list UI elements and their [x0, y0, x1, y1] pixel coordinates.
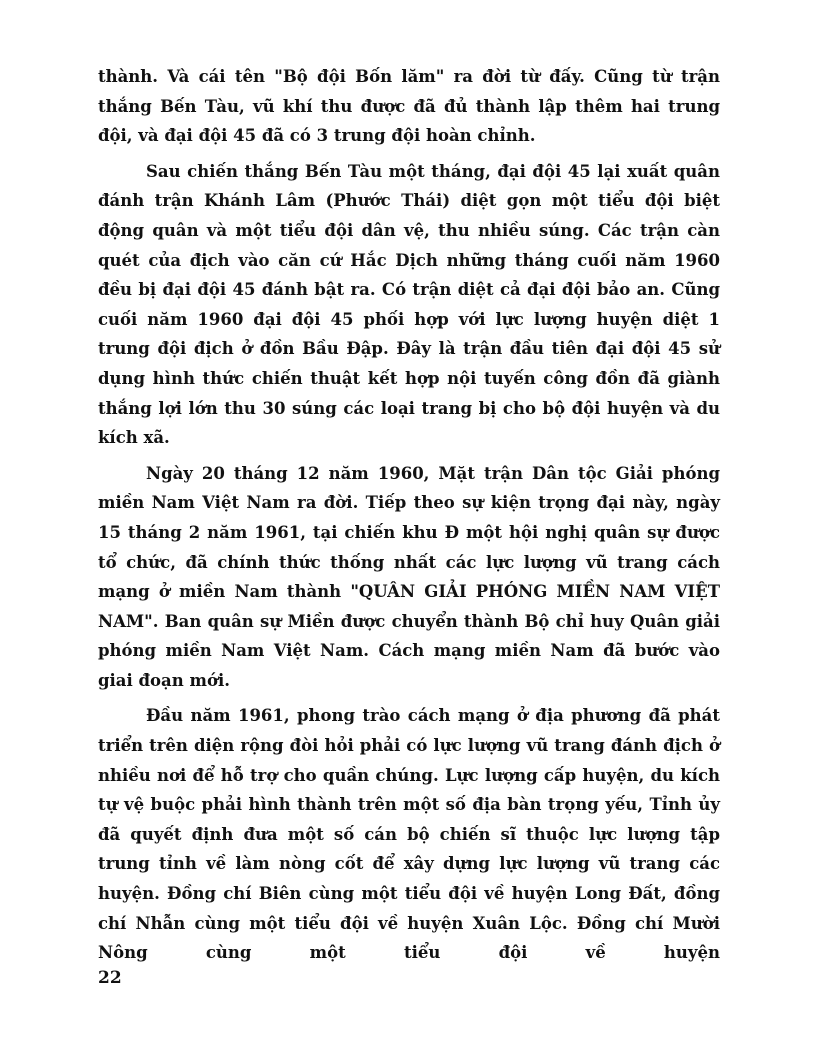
page-body [98, 62, 720, 968]
paragraph-2: Sau chiến thắng Bến Tàu một tháng, đại đội 45 lại xuất quân đánh trận Khánh Lâm (Phước Thái) diệt gọn một tiểu đội biệt động quân và một tiểu đội dân vệ, thu nhiều súng. Các trận càn quét của địch vào căn cứ Hắc Dịch những tháng cuối năm 1960 đều bị đại đội 45 đánh bật ra. Có trận diệt cả đại đội bảo an. Cũng cuối năm 1960 đại đội 45 phối hợp với lực lượng huyện diệt 1 trung đội địch ở đồn Bầu Đập. Đây là trận đầu tiên đại đội 45 sử dụng hình thức chiến thuật kết hợp nội tuyến công đồn đã giành thắng lợi lớn thu 30 súng các loại trang bị cho bộ đội huyện và du kích xã. [98, 161, 720, 448]
paragraph-4: Đầu năm 1961, phong trào cách mạng ở địa phương đã phát triển trên diện rộng đòi hỏi phải có lực lượng vũ trang đánh địch ở nhiều nơi để hỗ trợ cho quần chúng. Lực lượng cấp huyện, du kích tự vệ buộc phải hình thành trên một số địa bàn trọng yếu, Tỉnh ủy đã quyết định đưa một số cán bộ chiến sĩ thuộc lực lượng tập trung tỉnh về làm nòng cốt để xây dựng lực lượng vũ trang các huyện. Đồng chí Biên cùng một tiểu đội về huyện Long Đất, đồng chí Nhẫn cùng một tiểu đội về huyện Xuân Lộc. Đồng chí Mười Nông cùng một tiểu đội về huyện [98, 706, 720, 963]
page-number: 22 [98, 968, 122, 988]
paragraph-3: Ngày 20 tháng 12 năm 1960, Mặt trận Dân tộc Giải phóng miền Nam Việt Nam ra đời. Tiếp theo sự kiện trọng đại này, ngày 15 tháng 2 năm 1961, tại chiến khu Đ một hội nghị quân sự được tổ chức, đã chính thức thống nhất các lực lượng vũ trang cách mạng ở miền Nam thành "QUÂN GIẢI PHÓNG MIỀN NAM VIỆT NAM". Ban quân sự Miền được chuyển thành Bộ chỉ huy Quân giải phóng miền Nam Việt Nam. Cách mạng miền Nam đã bước vào giai đoạn mới. [98, 463, 720, 690]
paragraph-1-continuation: thành. Và cái tên "Bộ đội Bốn lăm" ra đời từ đấy. Cũng từ trận thắng Bến Tàu, vũ khí thu được đã đủ thành lập thêm hai trung đội, và đại đội 45 đã có 3 trung đội hoàn chỉnh. [98, 67, 720, 146]
